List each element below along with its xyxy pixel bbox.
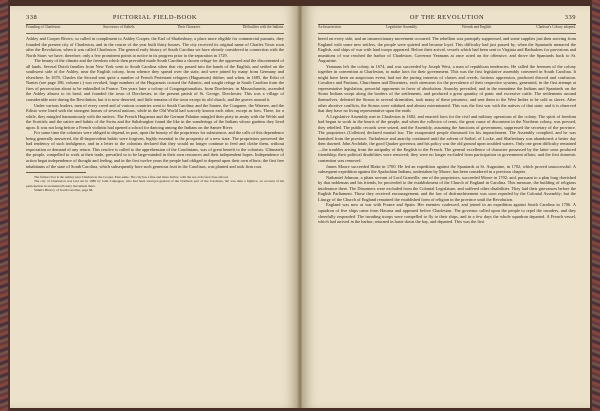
footnote-rule — [26, 172, 86, 173]
footnote: Simm's History of South Carolina, page 68. — [34, 187, 94, 192]
topic: Founding of Charleston. — [26, 25, 62, 29]
paragraph: Nathaniel Johnson, a pliant servant of Lord Granville, one of the proprietors, succeeded Moore in 1702; and, pursuant to a plan long cherished by that nobleman and his friends, he proceeded to the establishment of the Church of England in Carolina. This measure, the building of religious intolerance there. The Dissenters were excluded from the Colonial Legislature, and suffered other disabilities. They laid their grievances before the English Parliament. Those they received encouragement; and the law of disfranchisement was soon repealed by the Colonial Assembly; but the Liturgy of the Church of England remained the established form of religion in the province until the Revolution. — [318, 174, 576, 202]
running-head: PICTORIAL FIELD-BOOK — [112, 14, 198, 21]
paragraph: Ashley and Cooper Rivers; so called in compliment to Ashley Cooper, the Earl of Shaftesbury, a place more eligible for commercial pursuits, they founded the present city of Charleston, and in the course of the year built thirty houses. The city received its original name of Charles Town soon after the Revolution, when it was called Charleston. The general early history of South Carolina we have already considered in connection with the North State; we have, therefore, only a few prominent points to notice in its progress prior to the separation in 1729. — [26, 36, 284, 58]
left-page-body — [26, 36, 284, 192]
topic-rule — [318, 33, 576, 34]
marginal-topics — [318, 25, 576, 33]
marbled-edge-right — [592, 0, 600, 411]
paragraph: A Legislative Assembly met in Charleston in 1682, and enacted laws for the civil and military operations of the colony. The spirit of freedom had begun to work in the hearts of the people, and when the collector of rents, the great cause of discontent in the Northern colony, was pressed, they rebelled. The public records were seized, and the Assembly, assuming the functions of government, suppressed the secretary of the province. The proprietors (Colleton) declared martial law. The exasperated people dismissed for his impeachment. The Assembly complied, and he was banished from the province. Turbulence and anarchy continued until the advent of Sothel, of Locke, and Shaftesbury was abandoned; a better day then dawned. John Archdale, the good Quaker governor, and his policy was the old ground upon troubled waters. Only one great difficulty remained—the troubles arising from the antipathy of the English to the French. The general excellence of character possessed by the latter soon produced friendship; their political disabilities were removed; they were no longer excluded from participation in government affairs; and the first domestic contention was removed. — [318, 113, 576, 164]
paragraph: For some time the colonists were obliged to depend, in part, upon the bounty of the proprietors for subsistence, and the calls of this dependence being generally answered, the ill-improvident habits were forgiven, highly essential to the prosperity of a new state. The proprietors preserved the bad tendency of such indulgence, and in a letter to the colonists declared that they would no longer continue to feed and clothe them, without expectation or demand of any return. This resolve is called to the apprehension of the Carolinians, was of great benefit to the colonists. Ultimately the people, compelled to work at their trade, prevailed so to be large-minded in their own resources and their independent hopes. Independence of action begat independence of thought and feeling, and in the first twelve years the people had obliged to depend upon their own efforts; the first free inhabitants of the state of South Carolina, which subsequently bore such generous fruit in the Carolinas, was planted and took firm root. — [26, 130, 284, 169]
page-number: 338 — [26, 14, 38, 21]
topic: Legislative Assembly. — [386, 25, 418, 29]
topic: Difficulties with the Indians. — [242, 25, 284, 29]
page-number: 339 — [564, 14, 576, 21]
left-page — [10, 6, 298, 408]
marginal-topics — [26, 25, 284, 33]
paragraph: Under various leaders, men of every creed and of various countries went to South Carolina; and the Santee, the Congaree, the Wateree, and the Edisto were lined with the strongest homes of several nations, while in the Old World had scarcely known each other, except as foes. There, for a while, they mingled harmoniously with the natives. The French Huguenot and the German Palatine mingled their piety in amity with the Welsh and the Scottish; and the native and habits of the Swiss and the Saltzburgher found the like in the wanderings of the Indians whose gardens they lived upon. It was not long before a French violinist had opened a school for dancing among the Indians on the Santee River. — [26, 102, 284, 130]
paragraph: hered on every side, and an insurrectionary movement occurred. The rebellion was promptly suppressed, and some supplies just then arriving from England with some new settlers, the people were quieted and became loyal. This difficulty had just passed by, when the Spaniards menaced the English, and ships of war with land troops appeared. Before their arrival, vessels which had been sent to Virginia and Barbadoes for provisions and munitions of war reached the harbor of Charleston. Governor Yeamans at once acted on the offensive, and drove the Spaniards back to St. Augustine. — [318, 36, 576, 64]
topic: Successors of Sothels. — [103, 25, 136, 29]
right-page-header — [318, 14, 576, 24]
left-page-header — [26, 14, 284, 24]
topic: An Insurrection. — [318, 25, 342, 29]
right-page-body — [318, 36, 576, 225]
paragraph: The beauty of the climate and the freedom which then prevailed made South Carolina a chosen refuge for the oppressed and the discontented of all lands. Several Dutch families from New York went to South Carolina when that city passed into the hands of the English, and settled on the southwest side of the Ashley, near the English colony, from whence they spread over the state, and were joined by many from Germany and elsewhere. In 1670, Charles the Second sent quite a number of French Protestant refugees (Huguenots) thither; and when, in 1685, the Edict of Nantes (see page 186, volume i.) was revoked, large numbers of the Huguenots crossed the Atlantic, and sought refuge in South Carolina from the fires of persecution about to be enkindled in France. Ten years later a colony of Congregationalists, from Dorchester, in Massachusetts, ascended the Ashley almost to its head, and founded the town of Dorchester, in the present parish of St. George, Dorchester. This was a village of considerable note during the Revolution, but it is now deserted, and little remains of the town except its old church, and the graves around it. — [26, 58, 284, 103]
right-page — [302, 6, 590, 408]
footnote: The fullest river is the Ashley near Charleston; the Cooper, East-same. The city has a fine and more harbor, with the sea at its feet close abroad. — [34, 175, 229, 180]
footnote: The city of Charleston was laid out in 1680 by John Culpepper, who had been surveyor-general of the Northern part of the Carolinas, but was then a fugitive, on account of his participation in an insurrectionary movement there. — [26, 179, 284, 188]
paragraph: James Moore succeeded Blake in 1700. He led an expedition against the Spaniards at St. Augustine, in 1702, which proved unsuccessful. A subsequent expedition against the Apalachian Indians, undertaken by Moore, has been considered in a previous chapter. — [318, 163, 576, 175]
topic-rule — [26, 33, 284, 34]
topic: Friends and English. — [462, 25, 492, 29]
topic: Clarkson's Colony adopted. — [536, 25, 576, 29]
running-head: OF THE REVOLUTION — [409, 14, 485, 21]
paragraph: Yeamans left the colony in 1674, and was succeeded by Joseph West, a man of republican tendencies. He called the freemen of the colony together in convention at Charleston, to make laws for their government. This was the first legislative assembly convened in South Carolina. It might have been an auspicious event, had not the jarring interests of classes and creeds, factious oppression, produced discord and confusion. Cavaliers and Puritans, Churchmen and Dissenters, each strenuous for the prevalence of their respective systems, generated, in the first attempt at representative legislation, powerful opponents in favor of absolutism. Anarchy prevailed, and in the meantime the Indians and Spaniards on the Stono Indians swept along the borders of the settlements, and produced a great quantity of panic and excessive cattle. The settlements around themselves, defeated the Stonos in several skirmishes, took many of these prisoners, and sent them to the West Indies to be sold as slaves. After other abortive conflicts, the Stonos were subdued and almost exterminated. This was the first war with the natives of that state; and it is observed that they have no living representative upon the earth. — [318, 63, 576, 114]
topic: Their Character. — [177, 25, 201, 29]
paragraph: England was now at war with France and Spain. Her enemies coalesced, and joined in an expedition against South Carolina in 1706. A squadron of five ships came from Havana and appeared before Charleston. The governor called upon the people to repel the invaders, and they cheerfully responded. The invading troops were compelled to fly to their ships, and in a few days the whole squadron departed. A French vessel, which had arrived in the harbor, returned in haste down the bay, and departed. This was the first — [318, 202, 576, 225]
marbled-edge-left — [0, 0, 8, 411]
